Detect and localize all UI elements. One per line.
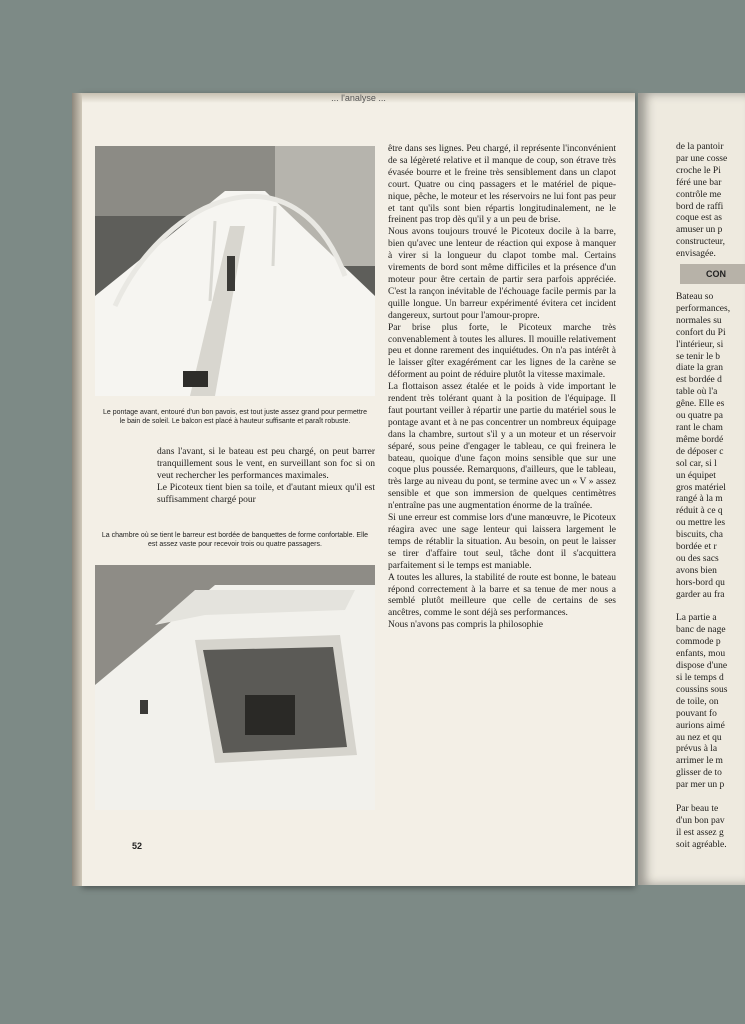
page-header-fragment: ... l'analyse ...	[82, 93, 635, 103]
facing-page-text-bottom: Bateau so performances, normales su confort du Pi l'intérieur, si se tenir le b diate la gran est bordée d table où l'a gêne. Elle es ou quatre pa rant le cham même bordé de déposer c sol car, si l un équipet gros matériel rangé à la m réduit à ce q ou mettre les biscuits, cha bordée et r ou des sacs avons bien hors-bord qu garder au fra La partie a banc de nage commode p enfants, mou dispose d'une si le temps d coussins sous de toile, on pouvant fo aurions aimé au nez et qu prévus à la arrimer le m glisser de to par mer un p Par beau te d'un bon pav il est assez g soit agréable.	[676, 292, 731, 850]
facing-page-heading: CON	[680, 264, 745, 284]
photo-2-caption: La chambre où se tient le barreur est bordée de banquettes de forme confortable. Elle est assez vaste pour recevoir trois ou quatre passagers.	[101, 532, 369, 548]
photo-cockpit	[95, 565, 375, 810]
page-number: 52	[132, 841, 143, 851]
facing-page-text-top: de la pantoir par une cosse croche le Pi féré une bar contrôle me bord de raffi coque est as amuser un p constructeur, envisagée.	[676, 142, 728, 260]
left-column-text: dans l'avant, si le bateau est peu chargé, on peut barrer tranquillement sous le vent, en surveillant son foc si on veut rechercher les performances maximales. Le Picoteux tient bien sa toile, et d'autant mieux qu'il est suffisamment chargé pour	[157, 447, 375, 505]
right-column-text: être dans ses lignes. Peu chargé, il représente l'inconvénient de sa légèreté relative et il manque de coup, son étrave très évasée bourre et le freine très sensiblement dans un clapot court. Quatre ou cinq passagers et le matériel de pique-nique, pêche, le moteur et les réservoirs ne lui font pas peur et tant qu'ils sont bien répartis longitudinalement, ne le freinent pas trop dès qu'il y a un peu de brise. Nous avons toujours trouvé le Picoteux docile à la barre, bien qu'avec une lenteur de réaction qui expose à manquer à virer si la longueur du clapot tombe mal. Certains virements de bord sont même difficiles et la présence d'un moteur pour être certain de partir sera parfois appréciée. C'est la rançon inévitable de l'échouage facile permis par la quille longue. Un barreur expérimenté évitera cet incident dangereux, surtout pour l'amour-propre. Par brise plus forte, le Picoteux marche très convenablement à toutes les allures. Il mouille relativement peu et donne rarement des inquiétudes. On n'a pas intérêt à le laisser gîter exagérément car les lignes de la carène se déforment au point de réduire plutôt la vitesse maximale. La flottaison assez étalée et le poids à vide important le rendent très tolérant quant à la position de l'équipage. Il faut pourtant veiller à répartir une partie du matériel sous le pontage avant et à ne pas concentrer un nombreux équipage dans la chambre, surtout s'il y a un moteur et un réservoir séparé, sous peine d'engager le tableau, ce qui freinera le bateau, quoique d'une façon moins sensible que sur une coque plus poussée. Remarquons, d'ailleurs, que le tableau, très large au niveau du pont, se termine avec un « V » assez sensible et que son immersion de quelques centimètres n'entraîne pas une augmentation énorme de la traînée. Si une erreur est commise lors d'une manœuvre, le Picoteux réagira avec une sage lenteur qui laissera largement le temps de rétablir la situation. Au besoin, on peut le laisser se tirer d'affaire tout seul, tâche dont il s'acquittera parfaitement si le temps est maniable. A toutes les allures, la stabilité de route est bonne, le bateau répond correctement à la barre et sa tenue de mer nous a semblé plutôt meilleure que celle de certains de ses ancêtres, comme le sont déjà ses performances. Nous n'avons pas compris la philosophie	[388, 144, 616, 631]
magazine-page	[82, 93, 635, 886]
photo-1-caption: Le pontage avant, entouré d'un bon pavois, est tout juste assez grand pour permettre le bain de soleil. Le balcon est placé à hauteur suffisante et paraît robuste.	[102, 409, 367, 425]
facing-page	[638, 93, 745, 885]
photo-bow-deck	[95, 146, 375, 396]
